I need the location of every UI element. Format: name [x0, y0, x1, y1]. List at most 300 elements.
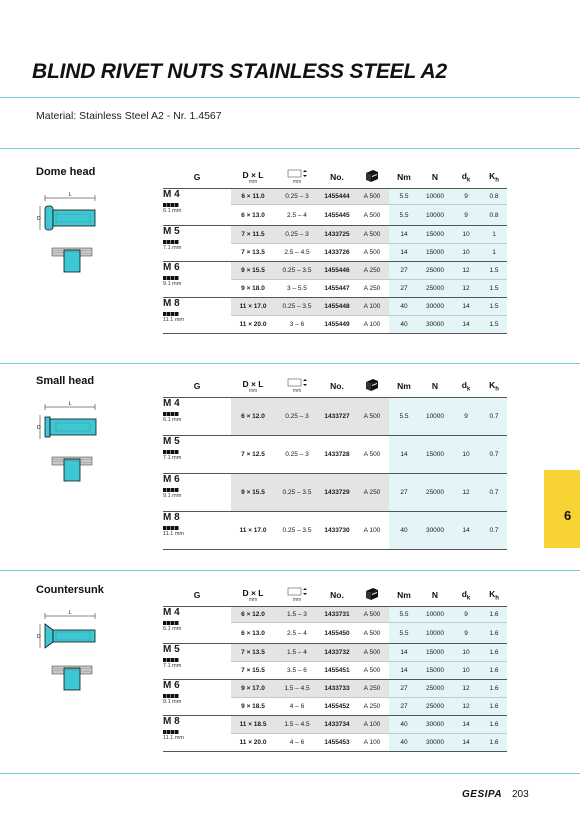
section-title: Dome head: [36, 166, 96, 178]
grip-range-cell: 0.25 – 3.5: [275, 262, 319, 280]
force-cell: 10000: [419, 623, 451, 644]
article-number-cell: 1455449: [319, 316, 355, 334]
drill-bit-icon: [163, 526, 179, 530]
header-symbol: K: [489, 170, 496, 181]
thread-header: [163, 166, 231, 189]
article-number-cell: 1433725: [319, 226, 355, 244]
head-diameter-cell: 9: [451, 189, 481, 205]
packaging-cell: A 500: [355, 662, 389, 680]
torque-cell: 14: [389, 662, 419, 680]
force-cell: 15000: [419, 662, 451, 680]
header-row: [163, 375, 507, 398]
table-row: [163, 607, 507, 623]
drill-length: 11.1 mm: [163, 531, 184, 537]
head-diameter-cell: 12: [451, 474, 481, 512]
dimension-cell: 11 × 18.5: [231, 716, 275, 734]
force-cell: 30000: [419, 734, 451, 752]
thread-size: M 4: [163, 607, 180, 618]
torque-cell: 27: [389, 474, 419, 512]
torque-cell: 27: [389, 680, 419, 698]
table-row: [163, 716, 507, 734]
header-label: G: [193, 381, 201, 391]
force-cell: 15000: [419, 644, 451, 662]
head-diameter-cell: 10: [451, 244, 481, 262]
dimension-cell: 7 × 15.5: [231, 662, 275, 680]
thread-size-cell: [163, 644, 231, 680]
packaging-cell: A 500: [355, 398, 389, 436]
drill-bit-icon: [163, 658, 179, 662]
thread-size-cell: [163, 680, 231, 716]
grip-range-cell: 0.25 – 3.5: [275, 298, 319, 316]
torque-cell: 27: [389, 280, 419, 298]
head-height-cell: 1: [481, 226, 507, 244]
dimension-cell: 11 × 20.0: [231, 734, 275, 752]
article-number-cell: 1455453: [319, 734, 355, 752]
article-number-cell: 1455452: [319, 698, 355, 716]
section-title: Small head: [36, 375, 95, 387]
packaging-cell: A 500: [355, 205, 389, 226]
drill-length: 9.1 mm: [163, 699, 182, 705]
table-row: [163, 298, 507, 316]
diameter-length-header: [231, 584, 275, 607]
force-cell: 10000: [419, 398, 451, 436]
dimension-cell: 11 × 17.0: [231, 298, 275, 316]
header-symbol: d: [461, 170, 467, 181]
packaging-cell: A 500: [355, 644, 389, 662]
drill-length: 11.1 mm: [163, 735, 184, 741]
table-row: [163, 680, 507, 698]
packaging-cell: A 500: [355, 623, 389, 644]
section-divider: [0, 148, 580, 149]
thread-size-cell: [163, 398, 231, 436]
thread-size: M 5: [163, 436, 180, 447]
head-height-cell: 1.5: [481, 262, 507, 280]
unit-label: mm: [248, 387, 258, 394]
head-diameter-header: [451, 375, 481, 398]
dimension-cell: 9 × 15.5: [231, 262, 275, 280]
header-label: N: [431, 172, 439, 182]
grip-range-icon: [287, 378, 307, 387]
thread-size: M 4: [163, 189, 180, 200]
grip-range-cell: 0.25 – 3: [275, 436, 319, 474]
force-cell: 30000: [419, 716, 451, 734]
head-height-cell: 1.6: [481, 623, 507, 644]
rivet-nut-illustration: [36, 401, 106, 501]
unit-label: mm: [292, 388, 302, 394]
grip-range-header: [275, 375, 319, 398]
torque-cell: 40: [389, 512, 419, 550]
table-row: [163, 436, 507, 474]
head-diameter-cell: 14: [451, 316, 481, 334]
head-diameter-cell: 12: [451, 280, 481, 298]
page-number: 203: [512, 789, 529, 800]
header-label: No.: [330, 172, 344, 182]
diameter-label: D: [37, 425, 41, 431]
thread-size: M 6: [163, 262, 180, 273]
unit-label: mm: [248, 178, 258, 185]
header-symbol: d: [461, 588, 467, 599]
packaging-cell: A 250: [355, 698, 389, 716]
torque-cell: 14: [389, 244, 419, 262]
article-number-cell: 1433733: [319, 680, 355, 698]
torque-cell: 14: [389, 644, 419, 662]
head-height-cell: 1.6: [481, 716, 507, 734]
force-cell: 10000: [419, 607, 451, 623]
dimension-cell: 9 × 15.5: [231, 474, 275, 512]
header-subscript: h: [495, 177, 499, 184]
table-row: [163, 474, 507, 512]
article-number-cell: 1433726: [319, 244, 355, 262]
head-height-cell: 0.8: [481, 189, 507, 205]
head-diameter-cell: 12: [451, 698, 481, 716]
section-divider: [0, 570, 580, 571]
box-icon: [365, 587, 379, 601]
grip-range-cell: 2.5 – 4: [275, 205, 319, 226]
dimension-cell: 6 × 12.0: [231, 398, 275, 436]
brand-logo: GESIPA: [462, 789, 503, 800]
thread-size-cell: [163, 474, 231, 512]
dimension-cell: 7 × 13.5: [231, 644, 275, 662]
grip-range-cell: 0.25 – 3: [275, 189, 319, 205]
force-cell: 25000: [419, 262, 451, 280]
force-cell: 30000: [419, 298, 451, 316]
force-cell: 15000: [419, 226, 451, 244]
packaging-cell: A 500: [355, 436, 389, 474]
box-icon: [365, 378, 379, 392]
thread-size-cell: [163, 262, 231, 298]
torque-cell: 14: [389, 436, 419, 474]
length-label: L: [68, 401, 72, 407]
head-height-cell: 1.6: [481, 607, 507, 623]
header-label: No.: [330, 381, 344, 391]
packaging-cell: A 100: [355, 734, 389, 752]
spec-table: [163, 375, 507, 550]
packaging-cell: A 250: [355, 474, 389, 512]
thread-size: M 4: [163, 398, 180, 409]
thread-size: M 8: [163, 716, 180, 727]
drill-bit-icon: [163, 203, 179, 207]
head-diameter-cell: 14: [451, 716, 481, 734]
thread-size: M 8: [163, 512, 180, 523]
drill-length: 6.1 mm: [163, 417, 182, 423]
grip-range-cell: 0.25 – 3.5: [275, 474, 319, 512]
article-number-cell: 1455450: [319, 623, 355, 644]
force-cell: 25000: [419, 680, 451, 698]
dimension-cell: 6 × 11.0: [231, 189, 275, 205]
packaging-header: [355, 375, 389, 398]
dimension-cell: 6 × 12.0: [231, 607, 275, 623]
packaging-cell: A 250: [355, 280, 389, 298]
torque-cell: 40: [389, 298, 419, 316]
force-header: [419, 166, 451, 189]
section-divider: [0, 363, 580, 364]
drill-length: 7.1 mm: [163, 455, 182, 461]
torque-cell: 14: [389, 226, 419, 244]
article-number-cell: 1455444: [319, 189, 355, 205]
dimension-cell: 11 × 20.0: [231, 316, 275, 334]
thread-size-cell: [163, 607, 231, 644]
head-height-cell: 1.5: [481, 316, 507, 334]
drill-bit-icon: [163, 488, 179, 492]
torque-cell: 5.5: [389, 607, 419, 623]
packaging-cell: A 500: [355, 607, 389, 623]
thread-size: M 6: [163, 474, 180, 485]
diameter-length-header: [231, 166, 275, 189]
force-cell: 15000: [419, 244, 451, 262]
grip-range-cell: 1.5 – 4: [275, 644, 319, 662]
article-number-cell: 1455446: [319, 262, 355, 280]
rivet-nut-illustration: [36, 610, 106, 710]
grip-range-header: [275, 166, 319, 189]
head-height-header: [481, 166, 507, 189]
head-diameter-cell: 10: [451, 662, 481, 680]
article-number-cell: 1433728: [319, 436, 355, 474]
thread-size: M 6: [163, 680, 180, 691]
header-symbol: d: [461, 379, 467, 390]
header-symbol: K: [489, 379, 496, 390]
force-cell: 25000: [419, 474, 451, 512]
torque-cell: 40: [389, 316, 419, 334]
thread-size: M 5: [163, 644, 180, 655]
head-height-cell: 0.7: [481, 398, 507, 436]
rivet-nut-drawing: [36, 401, 106, 501]
packaging-cell: A 500: [355, 226, 389, 244]
head-height-cell: 1.5: [481, 280, 507, 298]
drill-length: 7.1 mm: [163, 245, 182, 251]
drill-bit-icon: [163, 730, 179, 734]
torque-cell: 27: [389, 698, 419, 716]
unit-label: mm: [292, 597, 302, 603]
dimension-cell: 7 × 13.5: [231, 244, 275, 262]
head-diameter-cell: 9: [451, 623, 481, 644]
drill-length: 6.1 mm: [163, 626, 182, 632]
header-symbol: K: [489, 588, 496, 599]
header-subscript: k: [466, 595, 471, 602]
grip-range-cell: 0.25 – 3: [275, 398, 319, 436]
rivet-nut-drawing: [36, 610, 106, 710]
dimension-cell: 9 × 17.0: [231, 680, 275, 698]
material-line: Material: Stainless Steel A2 - Nr. 1.4567: [36, 110, 222, 122]
footer-divider: [0, 773, 580, 774]
grip-range-header: [275, 584, 319, 607]
head-diameter-header: [451, 166, 481, 189]
torque-header: [389, 584, 419, 607]
force-cell: 10000: [419, 205, 451, 226]
head-diameter-cell: 14: [451, 298, 481, 316]
article-number-header: [319, 584, 355, 607]
head-height-header: [481, 375, 507, 398]
grip-range-cell: 0.25 – 3.5: [275, 512, 319, 550]
header-label: D × L: [242, 169, 264, 180]
dimension-cell: 7 × 11.5: [231, 226, 275, 244]
torque-cell: 5.5: [389, 623, 419, 644]
header-label: G: [193, 172, 201, 182]
dimension-cell: 9 × 18.0: [231, 280, 275, 298]
head-height-cell: 0.7: [481, 512, 507, 550]
torque-header: [389, 166, 419, 189]
head-diameter-header: [451, 584, 481, 607]
force-cell: 30000: [419, 512, 451, 550]
force-cell: 30000: [419, 316, 451, 334]
header-label: Nm: [397, 590, 411, 600]
header-label: N: [431, 590, 439, 600]
head-height-cell: 1.6: [481, 734, 507, 752]
thread-size-cell: [163, 189, 231, 226]
dimension-cell: 6 × 13.0: [231, 205, 275, 226]
packaging-header: [355, 584, 389, 607]
grip-range-cell: 2.5 – 4: [275, 623, 319, 644]
article-number-cell: 1455445: [319, 205, 355, 226]
header-subscript: h: [495, 386, 499, 393]
drill-length: 9.1 mm: [163, 281, 182, 287]
header-label: N: [431, 381, 439, 391]
packaging-cell: A 100: [355, 316, 389, 334]
force-header: [419, 584, 451, 607]
diameter-label: D: [37, 634, 41, 640]
packaging-cell: A 100: [355, 512, 389, 550]
grip-range-icon: [287, 587, 307, 596]
article-number-header: [319, 166, 355, 189]
torque-cell: 5.5: [389, 205, 419, 226]
unit-label: mm: [292, 179, 302, 185]
length-label: L: [68, 610, 72, 616]
header-subscript: k: [466, 386, 471, 393]
packaging-cell: A 100: [355, 716, 389, 734]
thread-size-cell: [163, 298, 231, 334]
force-cell: 25000: [419, 280, 451, 298]
spec-table: [163, 584, 507, 752]
grip-range-cell: 4 – 6: [275, 698, 319, 716]
thread-size: M 8: [163, 298, 180, 309]
article-number-cell: 1455451: [319, 662, 355, 680]
table-row: [163, 189, 507, 205]
head-height-cell: 1.6: [481, 680, 507, 698]
dimension-cell: 11 × 17.0: [231, 512, 275, 550]
length-label: L: [68, 192, 72, 198]
drill-length: 6.1 mm: [163, 208, 182, 214]
head-diameter-cell: 12: [451, 680, 481, 698]
packaging-cell: A 250: [355, 262, 389, 280]
grip-range-cell: 1.5 – 4.5: [275, 680, 319, 698]
head-height-cell: 1: [481, 244, 507, 262]
table-row: [163, 262, 507, 280]
chapter-number: 6: [564, 508, 572, 523]
thread-size-cell: [163, 512, 231, 550]
title-divider: [0, 97, 580, 98]
article-number-cell: 1433731: [319, 607, 355, 623]
thread-size-cell: [163, 226, 231, 262]
header-subscript: h: [495, 595, 499, 602]
packaging-cell: A 500: [355, 244, 389, 262]
grip-range-cell: 2.5 – 4.5: [275, 244, 319, 262]
dimension-cell: 9 × 18.5: [231, 698, 275, 716]
header-label: Nm: [397, 381, 411, 391]
diameter-length-header: [231, 375, 275, 398]
article-number-cell: 1455447: [319, 280, 355, 298]
packaging-cell: A 100: [355, 298, 389, 316]
head-height-cell: 1.6: [481, 644, 507, 662]
head-diameter-cell: 12: [451, 262, 481, 280]
diameter-label: D: [37, 216, 41, 222]
force-header: [419, 375, 451, 398]
article-number-cell: 1433730: [319, 512, 355, 550]
head-height-header: [481, 584, 507, 607]
header-label: D × L: [242, 378, 264, 389]
table-row: [163, 226, 507, 244]
drill-bit-icon: [163, 240, 179, 244]
packaging-cell: A 250: [355, 680, 389, 698]
head-diameter-cell: 9: [451, 607, 481, 623]
torque-cell: 5.5: [389, 398, 419, 436]
thread-size-cell: [163, 716, 231, 752]
header-row: [163, 584, 507, 607]
grip-range-cell: 1.5 – 4.5: [275, 716, 319, 734]
head-diameter-cell: 10: [451, 644, 481, 662]
head-diameter-cell: 10: [451, 226, 481, 244]
thread-header: [163, 584, 231, 607]
dimension-cell: 7 × 12.5: [231, 436, 275, 474]
head-diameter-cell: 9: [451, 205, 481, 226]
header-label: No.: [330, 590, 344, 600]
grip-range-cell: 4 – 6: [275, 734, 319, 752]
article-number-cell: 1433732: [319, 644, 355, 662]
head-diameter-cell: 10: [451, 436, 481, 474]
thread-size-cell: [163, 436, 231, 474]
packaging-cell: A 500: [355, 189, 389, 205]
drill-length: 7.1 mm: [163, 663, 182, 669]
force-cell: 10000: [419, 189, 451, 205]
grip-range-cell: 3 – 6: [275, 316, 319, 334]
header-subscript: k: [466, 177, 471, 184]
article-number-cell: 1433734: [319, 716, 355, 734]
drill-bit-icon: [163, 694, 179, 698]
packaging-header: [355, 166, 389, 189]
grip-range-icon: [287, 169, 307, 178]
force-cell: 25000: [419, 698, 451, 716]
table-row: [163, 644, 507, 662]
header-label: Nm: [397, 172, 411, 182]
header-label: D × L: [242, 587, 264, 598]
torque-header: [389, 375, 419, 398]
force-cell: 15000: [419, 436, 451, 474]
drill-bit-icon: [163, 312, 179, 316]
chapter-tab: [544, 470, 580, 548]
article-number-cell: 1433727: [319, 398, 355, 436]
rivet-nut-illustration: [36, 192, 106, 292]
dimension-cell: 6 × 13.0: [231, 623, 275, 644]
head-height-cell: 0.7: [481, 474, 507, 512]
spec-table: [163, 166, 507, 334]
grip-range-cell: 3 – 5.5: [275, 280, 319, 298]
torque-cell: 40: [389, 734, 419, 752]
drill-bit-icon: [163, 276, 179, 280]
torque-cell: 40: [389, 716, 419, 734]
head-diameter-cell: 9: [451, 398, 481, 436]
grip-range-cell: 0.25 – 3: [275, 226, 319, 244]
section-title: Countersunk: [36, 584, 104, 596]
head-height-cell: 0.8: [481, 205, 507, 226]
drill-length: 9.1 mm: [163, 493, 182, 499]
torque-cell: 5.5: [389, 189, 419, 205]
head-height-cell: 1.6: [481, 662, 507, 680]
thread-header: [163, 375, 231, 398]
torque-cell: 27: [389, 262, 419, 280]
drill-bit-icon: [163, 412, 179, 416]
thread-size: M 5: [163, 226, 180, 237]
grip-range-cell: 1.5 – 3: [275, 607, 319, 623]
page-title: BLIND RIVET NUTS STAINLESS STEEL A2: [32, 60, 447, 83]
header-row: [163, 166, 507, 189]
